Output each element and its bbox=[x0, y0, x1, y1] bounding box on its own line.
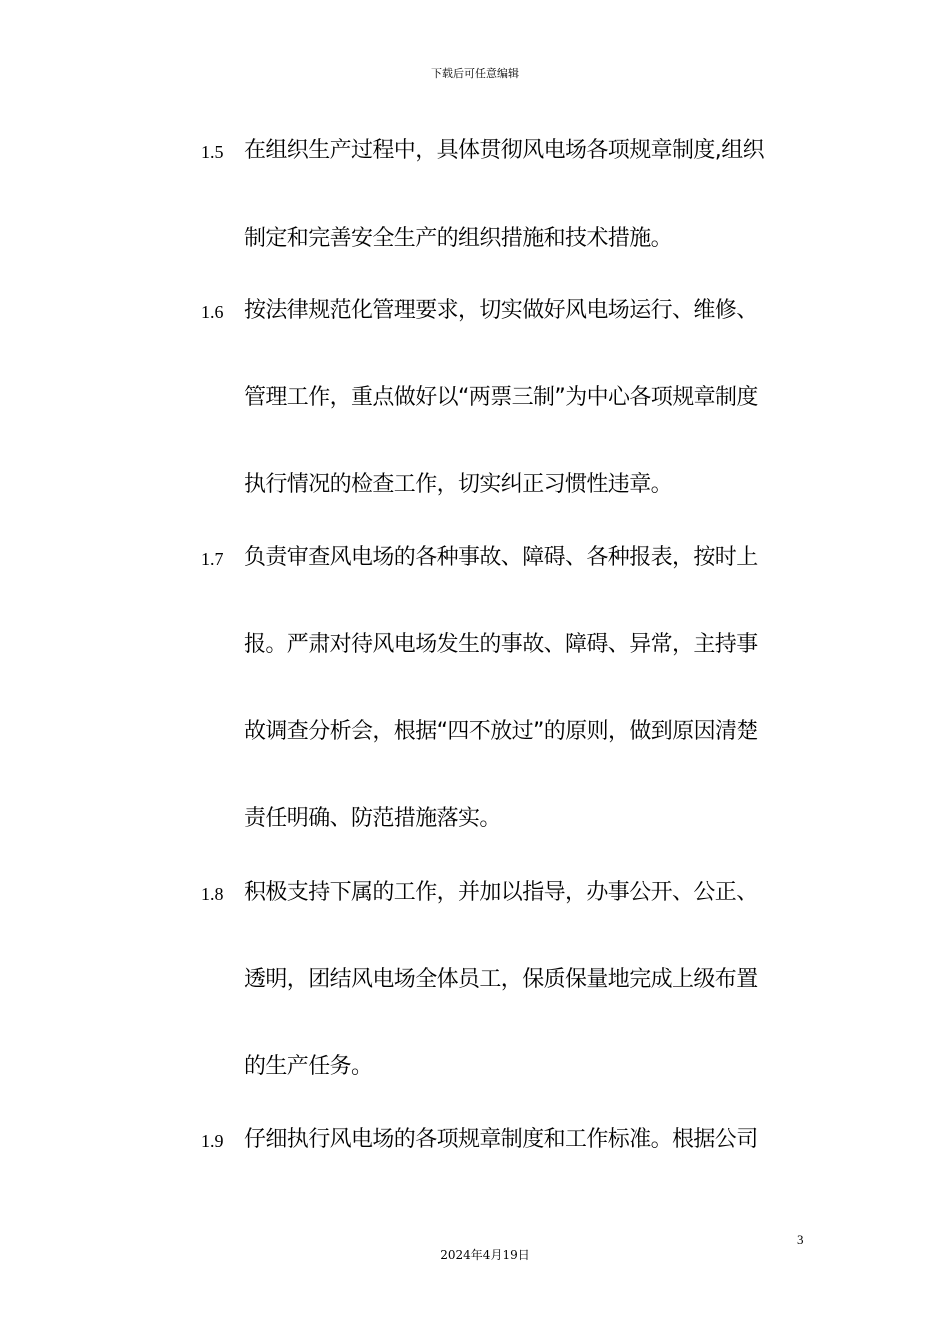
item-text-line: 在组织生产过程中，具体贯彻风电场各项规章制度,组织 bbox=[244, 138, 764, 163]
item-text-line: 透明，团结风电场全体员工，保质保量地完成上级布置 bbox=[244, 967, 758, 992]
page-header: 下载后可任意编辑 bbox=[431, 67, 519, 80]
item-text-line: 积极支持下属的工作，并加以指导，办事公开、公正、 bbox=[244, 880, 758, 905]
item-number: 1.8 bbox=[201, 884, 224, 904]
item-text-line: 的生产任务。 bbox=[244, 1054, 373, 1079]
item-number: 1.6 bbox=[201, 302, 224, 322]
item-text-line: 仔细执行风电场的各项规章制度和工作标准。根据公司 bbox=[244, 1127, 758, 1152]
item-text-line: 负责审查风电场的各种事故、障碍、各种报表，按时上 bbox=[244, 545, 758, 570]
item-number: 1.7 bbox=[201, 549, 224, 569]
item-text-line: 制定和完善安全生产的组织措施和技术措施。 bbox=[244, 226, 673, 251]
item-text-line: 执行情况的检查工作，切实纠正习惯性违章。 bbox=[244, 472, 673, 497]
item-number: 1.5 bbox=[201, 142, 224, 162]
footer-date: 2024年4月19日 bbox=[440, 1248, 530, 1262]
item-text-line: 管理工作，重点做好以“两票三制”为中心各项规章制度 bbox=[244, 385, 758, 410]
item-text-line: 故调查分析会，根据“四不放过”的原则，做到原因清楚 bbox=[244, 719, 758, 744]
item-text-line: 按法律规范化管理要求，切实做好风电场运行、维修、 bbox=[244, 298, 758, 323]
item-number: 1.9 bbox=[201, 1131, 224, 1151]
item-text-line: 报。严肃对待风电场发生的事故、障碍、异常，主持事 bbox=[244, 632, 758, 657]
page-number: 3 bbox=[797, 1232, 804, 1247]
item-text-line: 责任明确、防范措施落实。 bbox=[244, 806, 501, 831]
